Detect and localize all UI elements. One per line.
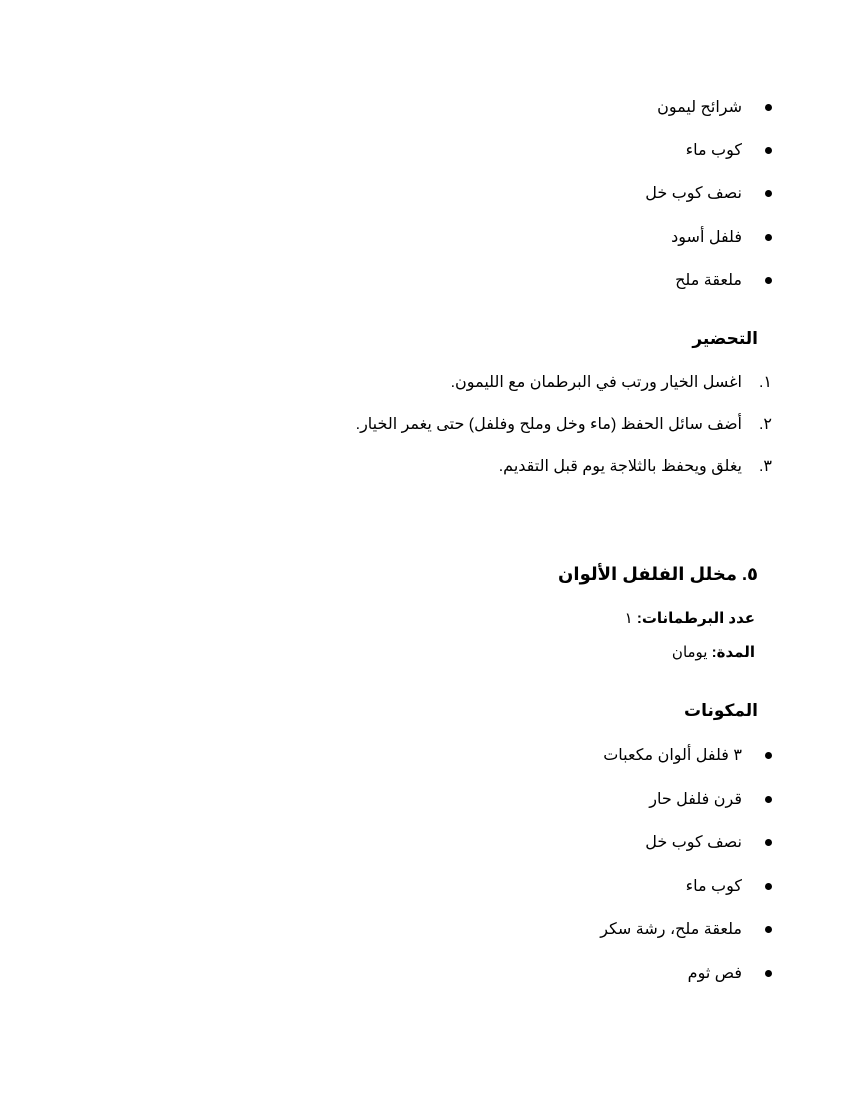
list-item-text: فلفل أسود <box>671 229 742 246</box>
step-text: يغلق ويحفظ بالثلاجة يوم قبل التقديم. <box>498 458 742 475</box>
jars-value: ١ <box>624 610 633 627</box>
jars-count <box>625 609 755 629</box>
list-item <box>686 141 742 161</box>
bullet-icon <box>765 926 772 933</box>
bullet-icon <box>765 234 772 241</box>
step-text: اغسل الخيار ورتب في البرطمان مع الليمون. <box>450 374 742 391</box>
step-number: ٢. <box>758 416 772 433</box>
step-item <box>355 415 772 435</box>
list-item <box>649 790 742 810</box>
section-heading-preparation: التحضير <box>692 329 758 348</box>
step-text: أضف سائل الحفظ (ماء وخل وملح وفلفل) حتى يغمر الخيار. <box>355 416 742 433</box>
list-item-text: كوب ماء <box>685 878 742 895</box>
bullet-icon <box>765 104 772 111</box>
list-item <box>675 271 742 291</box>
list-item-text: نصف كوب خل <box>645 834 742 851</box>
list-item <box>657 98 742 118</box>
list-item-text: قرن فلفل حار <box>649 791 742 808</box>
step-item <box>450 373 772 393</box>
list-item-text: شرائح ليمون <box>657 99 742 116</box>
step-number: ٣. <box>758 458 772 475</box>
bullet-icon <box>765 839 772 846</box>
step-item <box>498 457 772 477</box>
duration-label: المدة: <box>711 644 755 661</box>
duration <box>672 643 755 663</box>
bullet-icon <box>765 277 772 284</box>
list-item-text: كوب ماء <box>685 142 742 159</box>
bullet-icon <box>765 147 772 154</box>
jars-label: عدد البرطمانات: <box>636 610 755 627</box>
step-number: ١. <box>758 374 772 391</box>
bullet-icon <box>765 752 772 759</box>
list-item <box>686 877 742 897</box>
bullet-icon <box>765 970 772 977</box>
list-item <box>603 746 742 766</box>
list-item-text: ملعقة ملح، رشة سكر <box>600 921 742 938</box>
recipe-title: ٥. مخلل الفلفل الألوان <box>558 564 758 584</box>
list-item-text: ٣ فلفل ألوان مكعبات <box>603 747 742 764</box>
list-item <box>688 964 742 984</box>
bullet-icon <box>765 796 772 803</box>
bullet-icon <box>765 883 772 890</box>
list-item <box>645 184 742 204</box>
list-item <box>600 920 742 940</box>
duration-value: يومان <box>671 644 708 661</box>
list-item-text: ملعقة ملح <box>675 272 742 289</box>
list-item-text: فص ثوم <box>687 965 742 982</box>
list-item <box>671 228 742 248</box>
list-item <box>645 833 742 853</box>
list-item-text: نصف كوب خل <box>645 185 742 202</box>
section-heading-ingredients: المكونات <box>683 701 758 720</box>
bullet-icon <box>765 190 772 197</box>
